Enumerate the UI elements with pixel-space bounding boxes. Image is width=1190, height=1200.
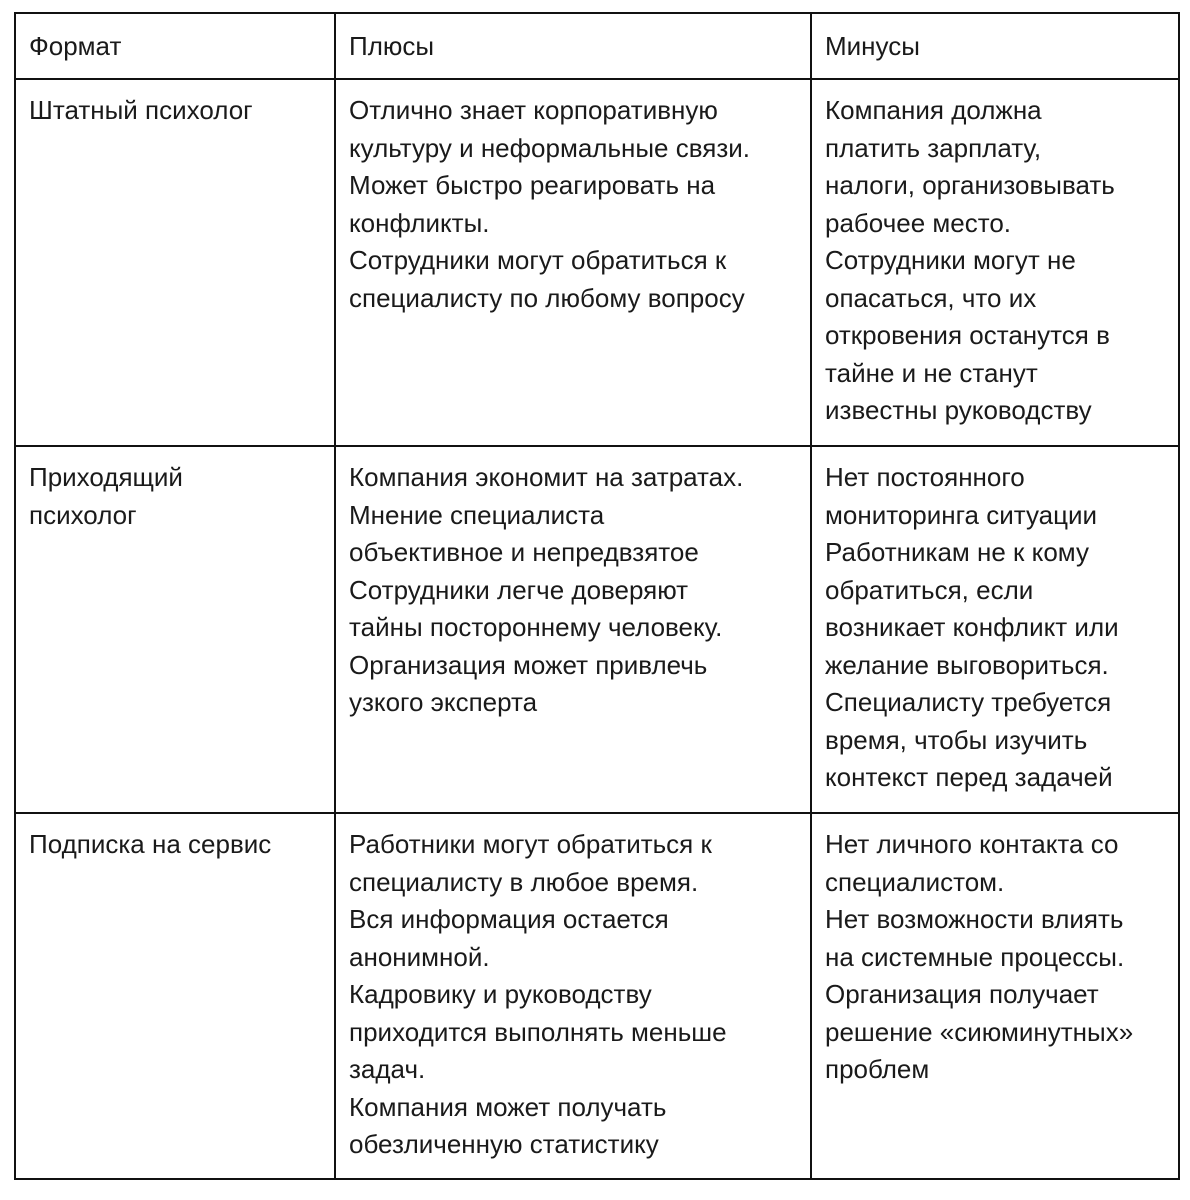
header-pros-label: Плюсы [349, 31, 435, 61]
format-line: Приходящий [29, 462, 183, 492]
format-cell [15, 446, 335, 813]
cons-line: Сотрудники могут не [825, 245, 1076, 275]
header-cons [811, 13, 1179, 79]
pros-cell [335, 79, 811, 446]
cons-line: Компания должна [825, 95, 1042, 125]
cons-line: опасаться, что их [825, 282, 1037, 313]
cons-line: откровения останутся в [825, 320, 1110, 350]
cons-line: рабочее место. [825, 207, 1012, 238]
format-line: Штатный психолог [29, 95, 253, 125]
header-row [15, 13, 1179, 79]
cons-line: Специалисту требуется [825, 687, 1112, 717]
cons-line: мониторинга ситуации [825, 499, 1098, 530]
pros-line: Сотрудники легче доверяют [349, 574, 689, 605]
header-cons-label: Минусы [825, 31, 920, 61]
pros-line: Сотрудники могут обратиться к [349, 245, 727, 275]
format-cell [15, 79, 335, 446]
pros-line: Организация может привлечь [349, 649, 708, 680]
cons-line: налоги, организовывать [825, 170, 1115, 200]
cons-line: Работникам не к кому [825, 537, 1089, 567]
pros-line: тайны постороннему человеку. [349, 612, 723, 642]
format-line: Подписка на сервис [29, 829, 272, 859]
pros-line: приходится выполнять меньше [349, 1016, 727, 1047]
cons-line: обратиться, если [825, 574, 1034, 605]
cons-cell [811, 79, 1179, 446]
pros-cell [335, 813, 811, 1179]
cons-line: на системные процессы. [825, 941, 1125, 972]
pros-line: задач. [349, 1054, 426, 1084]
pros-line: анонимной. [349, 941, 490, 972]
table-row [15, 446, 1179, 813]
header-format [15, 13, 335, 79]
pros-line: Вся информация остается [349, 904, 669, 934]
pros-cell [335, 446, 811, 813]
table-row [15, 79, 1179, 446]
pros-line: Мнение специалиста [349, 499, 605, 530]
pros-line: Компания экономит на затратах. [349, 462, 744, 492]
pros-line: специалисту в любое время. [349, 866, 699, 897]
cons-line: Нет личного контакта со [825, 829, 1119, 859]
pros-line: Кадровику и руководству [349, 979, 652, 1009]
cons-line: платить зарплату, [825, 132, 1042, 163]
pros-line: Компания может получать [349, 1091, 667, 1122]
comparison-table [14, 12, 1180, 1180]
cons-line: Нет возможности влиять [825, 904, 1124, 934]
cons-cell [811, 813, 1179, 1179]
header-pros [335, 13, 811, 79]
pros-line: культуру и неформальные связи. [349, 132, 751, 163]
header-format-label: Формат [29, 31, 122, 61]
pros-line: Может быстро реагировать на [349, 170, 716, 200]
cons-line: Организация получает [825, 979, 1099, 1009]
cons-line: известны руководству [825, 395, 1092, 425]
cons-line: время, чтобы изучить [825, 724, 1088, 755]
pros-line: узкого эксперта [349, 687, 538, 717]
format-cell [15, 813, 335, 1179]
table-row [15, 813, 1179, 1179]
cons-line: Нет постоянного [825, 462, 1025, 492]
cons-cell [811, 446, 1179, 813]
format-line: психолог [29, 499, 137, 530]
pros-line: Отлично знает корпоративную [349, 95, 718, 125]
cons-line: желание выговориться. [825, 649, 1109, 680]
cons-line: контекст перед задачей [825, 762, 1113, 792]
pros-line: объективное и непредвзятое [349, 537, 699, 567]
pros-line: Работники могут обратиться к [349, 829, 712, 859]
pros-line: конфликты. [349, 207, 490, 238]
pros-line: специалисту по любому вопросу [349, 282, 745, 313]
cons-line: решение «сиюминутных» [825, 1016, 1134, 1047]
pros-line: обезличенную статистику [349, 1129, 659, 1159]
cons-line: специалистом. [825, 866, 1005, 897]
cons-line: возникает конфликт или [825, 612, 1119, 642]
cons-line: тайне и не станут [825, 357, 1038, 388]
cons-line: проблем [825, 1054, 930, 1084]
